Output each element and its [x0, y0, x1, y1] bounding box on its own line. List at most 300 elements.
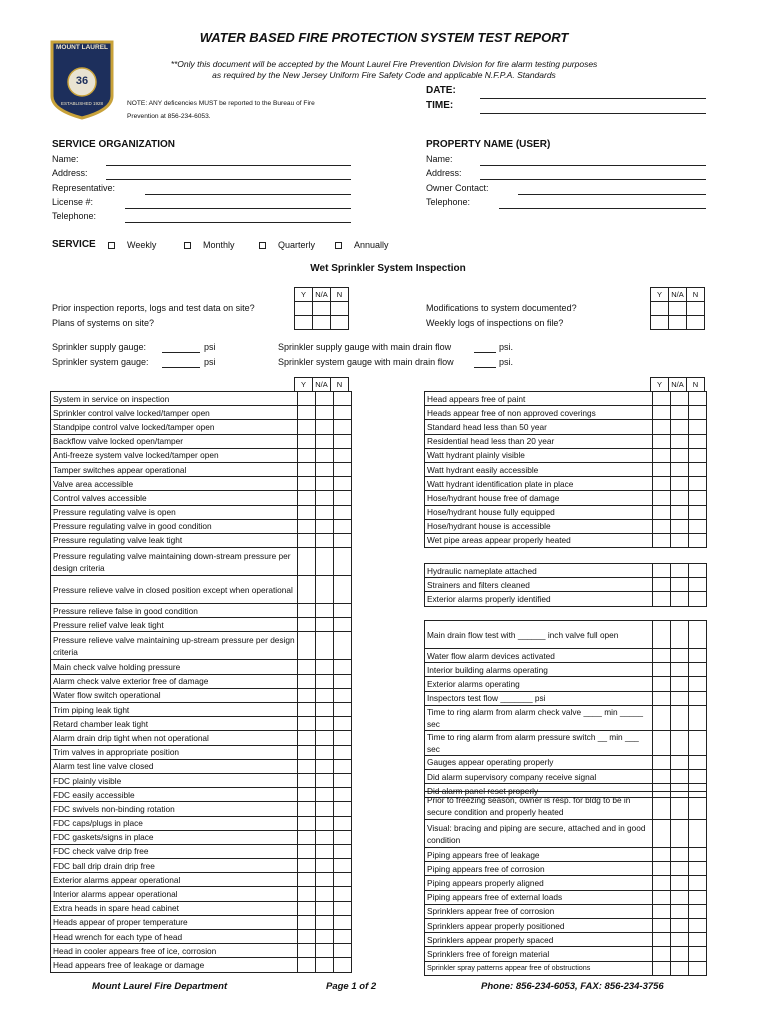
check-y-box[interactable] [298, 731, 316, 745]
check-n-box[interactable] [334, 548, 352, 576]
check-na-box[interactable] [671, 564, 689, 578]
check-n-box[interactable] [689, 918, 707, 932]
check-na-box[interactable] [316, 688, 334, 702]
checklist-row [51, 632, 352, 660]
check-na-box[interactable] [671, 820, 689, 848]
check-y-box[interactable] [653, 564, 671, 578]
check-n-box[interactable] [334, 519, 352, 533]
checklist-item-label: Pressure relieve valve maintaining up-stream pressure per design criteria [51, 632, 298, 660]
check-y-box[interactable] [653, 904, 671, 918]
check-n-box[interactable] [689, 406, 707, 420]
check-y-box[interactable] [298, 873, 316, 887]
check-n-box[interactable] [334, 477, 352, 491]
check-y-box[interactable] [298, 830, 316, 844]
check-na-box[interactable] [316, 887, 334, 901]
check-box[interactable] [687, 302, 705, 316]
col-y-header: Y [295, 378, 313, 392]
check-na-box[interactable] [671, 876, 689, 890]
check-y-box[interactable] [298, 887, 316, 901]
quarterly-checkbox[interactable] [259, 242, 266, 249]
check-na-box[interactable] [316, 930, 334, 944]
checklist-item-label: Standard head less than 50 year [425, 420, 653, 434]
check-na-box[interactable] [316, 802, 334, 816]
check-y-box[interactable] [653, 434, 671, 448]
check-y-box[interactable] [653, 392, 671, 406]
check-na-box[interactable] [316, 660, 334, 674]
check-y-box[interactable] [653, 491, 671, 505]
supply-gauge-field[interactable] [162, 352, 200, 353]
check-n-box[interactable] [334, 901, 352, 915]
check-y-box[interactable] [653, 820, 671, 848]
check-y-box[interactable] [653, 592, 671, 606]
check-n-box[interactable] [334, 816, 352, 830]
check-n-box[interactable] [334, 859, 352, 873]
check-na-box[interactable] [671, 904, 689, 918]
check-na-box[interactable] [671, 592, 689, 606]
check-y-box[interactable] [298, 434, 316, 448]
check-n-box[interactable] [689, 592, 707, 606]
check-na-box[interactable] [671, 769, 689, 783]
checklist-item-label: FDC ball drip drain drip free [51, 859, 298, 873]
svc-address-field[interactable] [106, 179, 351, 180]
system-drain-field[interactable] [474, 367, 496, 368]
checklist-row [51, 548, 352, 576]
check-na-box[interactable] [671, 477, 689, 491]
check-na-box[interactable] [671, 933, 689, 947]
checklist-item-label: Interior building alarms operating [425, 663, 653, 677]
checklist-item-label: Main drain flow test with ______ inch valve full open [425, 621, 653, 649]
check-na-box[interactable] [316, 859, 334, 873]
check-y-box[interactable] [653, 519, 671, 533]
check-y-box[interactable] [653, 862, 671, 876]
monthly-checkbox[interactable] [184, 242, 191, 249]
check-na-box[interactable] [316, 632, 334, 660]
check-n-box[interactable] [689, 947, 707, 961]
check-y-box[interactable] [298, 944, 316, 958]
check-y-box[interactable] [653, 448, 671, 462]
checklist-row [425, 519, 707, 533]
check-na-box[interactable] [316, 759, 334, 773]
check-na-box[interactable] [671, 663, 689, 677]
checklist-row [425, 890, 707, 904]
check-y-box[interactable] [653, 578, 671, 592]
check-na-box[interactable] [671, 730, 689, 755]
check-y-box[interactable] [653, 420, 671, 434]
check-na-box[interactable] [671, 705, 689, 730]
weekly-checkbox[interactable] [108, 242, 115, 249]
check-y-box[interactable] [298, 548, 316, 576]
check-y-box[interactable] [298, 448, 316, 462]
check-na-box[interactable] [316, 533, 334, 547]
check-n-box[interactable] [334, 802, 352, 816]
check-na-box[interactable] [316, 816, 334, 830]
check-na-box[interactable] [316, 491, 334, 505]
check-na-box[interactable] [316, 420, 334, 434]
check-n-box[interactable] [334, 731, 352, 745]
checklist-row [51, 759, 352, 773]
check-y-box[interactable] [298, 576, 316, 604]
svc-license-field[interactable] [125, 208, 351, 209]
check-y-box[interactable] [298, 618, 316, 632]
checklist-row [51, 576, 352, 604]
check-n-box[interactable] [689, 649, 707, 663]
checklist-item-label: Sprinklers free of foreign material [425, 947, 653, 961]
checklist-item-label: Gauges appear operating properly [425, 755, 653, 769]
check-n-box[interactable] [334, 844, 352, 858]
check-na-box[interactable] [316, 958, 334, 972]
check-na-box[interactable] [316, 944, 334, 958]
check-n-box[interactable] [334, 703, 352, 717]
check-n-box[interactable] [689, 820, 707, 848]
check-n-box[interactable] [334, 533, 352, 547]
check-n-box[interactable] [689, 564, 707, 578]
check-na-box[interactable] [316, 830, 334, 844]
check-na-box[interactable] [671, 533, 689, 547]
check-n-box[interactable] [689, 621, 707, 649]
checklist-item-label: Did alarm panel reset properly [425, 784, 653, 798]
check-n-box[interactable] [334, 674, 352, 688]
check-na-box[interactable] [316, 618, 334, 632]
svc-representative-field[interactable] [145, 194, 351, 195]
checklist-row [51, 930, 352, 944]
check-n-box[interactable] [689, 792, 707, 820]
check-na-box[interactable] [671, 649, 689, 663]
supply-drain-label: Sprinkler supply gauge with main drain flow [278, 342, 452, 352]
check-n-box[interactable] [689, 890, 707, 904]
check-na-box[interactable] [671, 755, 689, 769]
check-na-box[interactable] [671, 519, 689, 533]
check-box[interactable] [313, 316, 331, 330]
check-y-box[interactable] [653, 755, 671, 769]
check-na-box[interactable] [671, 578, 689, 592]
prop-owner-contact-field[interactable] [518, 194, 706, 195]
check-n-box[interactable] [689, 533, 707, 547]
check-na-box[interactable] [671, 448, 689, 462]
check-n-box[interactable] [334, 773, 352, 787]
checklist-item-label: Piping appears properly aligned [425, 876, 653, 890]
check-na-box[interactable] [316, 717, 334, 731]
check-n-box[interactable] [689, 448, 707, 462]
check-y-box[interactable] [298, 604, 316, 618]
check-y-box[interactable] [298, 632, 316, 660]
prop-name-field[interactable] [480, 165, 706, 166]
check-na-box[interactable] [316, 548, 334, 576]
check-y-box[interactable] [653, 663, 671, 677]
check-n-box[interactable] [689, 862, 707, 876]
checklist-row [425, 448, 707, 462]
checklist-item-label: FDC gaskets/signs in place [51, 830, 298, 844]
check-na-box[interactable] [671, 491, 689, 505]
check-y-box[interactable] [298, 491, 316, 505]
check-y-box[interactable] [653, 792, 671, 820]
check-y-box[interactable] [298, 392, 316, 406]
check-y-box[interactable] [653, 705, 671, 730]
check-y-box[interactable] [653, 947, 671, 961]
check-n-box[interactable] [689, 420, 707, 434]
annually-checkbox[interactable] [335, 242, 342, 249]
check-n-box[interactable] [689, 505, 707, 519]
check-y-box[interactable] [298, 915, 316, 929]
check-n-box[interactable] [689, 677, 707, 691]
check-y-box[interactable] [653, 876, 671, 890]
check-y-box[interactable] [298, 759, 316, 773]
checklist-item-label: Head appears free of paint [425, 392, 653, 406]
supply-drain-field[interactable] [474, 352, 496, 353]
checklist-item-label: Control valves accessible [51, 491, 298, 505]
right-checklist-group-1 [424, 391, 707, 548]
check-y-box[interactable] [653, 505, 671, 519]
check-y-box[interactable] [298, 717, 316, 731]
checklist-row [425, 947, 707, 961]
check-na-box[interactable] [316, 873, 334, 887]
check-na-box[interactable] [671, 420, 689, 434]
check-y-box[interactable] [298, 519, 316, 533]
check-n-box[interactable] [689, 691, 707, 705]
check-y-box[interactable] [653, 890, 671, 904]
check-na-box[interactable] [671, 691, 689, 705]
check-n-box[interactable] [334, 717, 352, 731]
quarterly-label: Quarterly [278, 240, 316, 250]
check-box[interactable] [295, 316, 313, 330]
check-y-box[interactable] [653, 406, 671, 420]
monthly-label: Monthly [203, 240, 235, 250]
check-y-box[interactable] [298, 930, 316, 944]
check-n-box[interactable] [334, 604, 352, 618]
check-n-box[interactable] [689, 730, 707, 755]
check-y-box[interactable] [653, 621, 671, 649]
checklist-row [51, 392, 352, 406]
date-field[interactable] [480, 98, 706, 99]
check-n-box[interactable] [334, 434, 352, 448]
check-n-box[interactable] [334, 392, 352, 406]
check-na-box[interactable] [316, 901, 334, 915]
check-y-box[interactable] [653, 730, 671, 755]
check-n-box[interactable] [334, 505, 352, 519]
check-y-box[interactable] [298, 703, 316, 717]
check-y-box[interactable] [298, 688, 316, 702]
check-box[interactable] [313, 302, 331, 316]
check-na-box[interactable] [671, 961, 689, 975]
check-na-box[interactable] [316, 505, 334, 519]
svc-name-label: Name: [52, 154, 79, 164]
check-na-box[interactable] [316, 844, 334, 858]
check-y-box[interactable] [653, 691, 671, 705]
check-n-box[interactable] [689, 961, 707, 975]
checklist-item-label: Pressure regulating valve in good condition [51, 519, 298, 533]
check-y-box[interactable] [298, 958, 316, 972]
check-box[interactable] [687, 316, 705, 330]
svc-telephone-field[interactable] [125, 222, 351, 223]
check-y-box[interactable] [298, 859, 316, 873]
check-y-box[interactable] [298, 816, 316, 830]
check-n-box[interactable] [334, 491, 352, 505]
system-gauge-label: Sprinkler system gauge: [52, 357, 149, 367]
check-n-box[interactable] [689, 462, 707, 476]
check-na-box[interactable] [316, 604, 334, 618]
check-n-box[interactable] [334, 688, 352, 702]
check-na-box[interactable] [671, 505, 689, 519]
check-na-box[interactable] [316, 462, 334, 476]
check-na-box[interactable] [671, 406, 689, 420]
check-box[interactable] [295, 302, 313, 316]
prop-address-label: Address: [426, 168, 462, 178]
checklist-row [51, 731, 352, 745]
check-y-box[interactable] [298, 660, 316, 674]
check-na-box[interactable] [316, 674, 334, 688]
check-box[interactable] [669, 302, 687, 316]
check-na-box[interactable] [316, 448, 334, 462]
check-n-box[interactable] [334, 930, 352, 944]
check-na-box[interactable] [316, 731, 334, 745]
check-na-box[interactable] [671, 392, 689, 406]
check-n-box[interactable] [689, 491, 707, 505]
check-n-box[interactable] [334, 887, 352, 901]
check-n-box[interactable] [689, 769, 707, 783]
note-line-1: NOTE: ANY deficencies MUST be reported to the Bureau of Fire [127, 100, 315, 107]
check-n-box[interactable] [689, 876, 707, 890]
check-n-box[interactable] [689, 848, 707, 862]
check-n-box[interactable] [689, 519, 707, 533]
check-n-box[interactable] [334, 576, 352, 604]
check-y-box[interactable] [298, 477, 316, 491]
check-box[interactable] [669, 316, 687, 330]
check-na-box[interactable] [316, 703, 334, 717]
prop-address-field[interactable] [480, 179, 706, 180]
check-n-box[interactable] [334, 915, 352, 929]
check-y-box[interactable] [298, 788, 316, 802]
check-na-box[interactable] [316, 915, 334, 929]
check-n-box[interactable] [334, 462, 352, 476]
check-n-box[interactable] [334, 830, 352, 844]
check-na-box[interactable] [316, 519, 334, 533]
check-na-box[interactable] [316, 576, 334, 604]
checklist-item-label: Hose/hydrant house is accessible [425, 519, 653, 533]
report-title: WATER BASED FIRE PROTECTION SYSTEM TEST REPORT [199, 30, 569, 45]
check-y-box[interactable] [298, 901, 316, 915]
check-n-box[interactable] [334, 448, 352, 462]
prop-owner-contact-label: Owner Contact: [426, 183, 489, 193]
check-n-box[interactable] [334, 632, 352, 660]
check-na-box[interactable] [671, 621, 689, 649]
check-na-box[interactable] [316, 745, 334, 759]
checklist-item-label: Time to ring alarm from alarm pressure switch __ min ___ sec [425, 730, 653, 755]
check-n-box[interactable] [689, 705, 707, 730]
check-y-box[interactable] [653, 462, 671, 476]
supply-drain-psi: psi. [499, 342, 514, 352]
check-y-box[interactable] [298, 802, 316, 816]
check-y-box[interactable] [653, 918, 671, 932]
right-checklist-group-4 [424, 791, 707, 976]
check-y-box[interactable] [653, 848, 671, 862]
check-na-box[interactable] [316, 434, 334, 448]
question-plans-on-site: Plans of systems on site? [52, 318, 155, 328]
check-y-box[interactable] [298, 533, 316, 547]
check-n-box[interactable] [334, 944, 352, 958]
check-y-box[interactable] [653, 533, 671, 547]
check-na-box[interactable] [316, 392, 334, 406]
checklist-item-label: Sprinkler control valve locked/tamper open [51, 406, 298, 420]
check-y-box[interactable] [653, 961, 671, 975]
check-na-box[interactable] [671, 918, 689, 932]
check-y-box[interactable] [653, 933, 671, 947]
check-n-box[interactable] [334, 759, 352, 773]
check-y-box[interactable] [298, 773, 316, 787]
prop-telephone-field[interactable] [499, 208, 706, 209]
check-na-box[interactable] [316, 406, 334, 420]
svc-name-field[interactable] [106, 165, 351, 166]
check-n-box[interactable] [689, 392, 707, 406]
check-box[interactable] [331, 302, 349, 316]
check-n-box[interactable] [689, 434, 707, 448]
check-n-box[interactable] [334, 788, 352, 802]
subtitle-line-1: **Only this document will be accepted by the Mount Laurel Fire Prevention Division for fire alarm testing purposes [170, 59, 598, 69]
check-n-box[interactable] [689, 755, 707, 769]
check-y-box[interactable] [298, 505, 316, 519]
check-y-box[interactable] [298, 420, 316, 434]
check-y-box[interactable] [298, 462, 316, 476]
check-y-box[interactable] [298, 674, 316, 688]
check-na-box[interactable] [671, 434, 689, 448]
check-box[interactable] [331, 316, 349, 330]
check-n-box[interactable] [334, 406, 352, 420]
check-na-box[interactable] [671, 862, 689, 876]
check-na-box[interactable] [316, 773, 334, 787]
checklist-item-label: Piping appears free of external loads [425, 890, 653, 904]
check-y-box[interactable] [653, 677, 671, 691]
check-n-box[interactable] [334, 660, 352, 674]
checklist-item-label: Exterior alarms operating [425, 677, 653, 691]
time-field[interactable] [480, 113, 706, 114]
checklist-row [51, 491, 352, 505]
check-n-box[interactable] [689, 578, 707, 592]
check-n-box[interactable] [689, 477, 707, 491]
check-na-box[interactable] [671, 848, 689, 862]
check-na-box[interactable] [671, 792, 689, 820]
check-na-box[interactable] [316, 477, 334, 491]
check-y-box[interactable] [653, 477, 671, 491]
checklist-item-label: Trim valves in appropriate position [51, 745, 298, 759]
col-y-header: Y [651, 378, 669, 392]
check-n-box[interactable] [334, 958, 352, 972]
check-y-box[interactable] [298, 844, 316, 858]
svc-license-label: License #: [52, 197, 94, 207]
checklist-item-label: Sprinkler spray patterns appear free of obstructions [425, 961, 653, 975]
check-n-box[interactable] [689, 663, 707, 677]
prop-name-label: Name: [426, 154, 453, 164]
checklist-row [425, 769, 707, 783]
check-box[interactable] [651, 302, 669, 316]
check-y-box[interactable] [298, 406, 316, 420]
check-n-box[interactable] [334, 420, 352, 434]
check-na-box[interactable] [316, 788, 334, 802]
check-y-box[interactable] [298, 745, 316, 759]
check-y-box[interactable] [653, 769, 671, 783]
check-na-box[interactable] [671, 947, 689, 961]
check-n-box[interactable] [689, 933, 707, 947]
check-na-box[interactable] [671, 677, 689, 691]
checklist-row [425, 876, 707, 890]
check-n-box[interactable] [334, 873, 352, 887]
check-n-box[interactable] [334, 618, 352, 632]
check-n-box[interactable] [334, 745, 352, 759]
check-na-box[interactable] [671, 890, 689, 904]
check-na-box[interactable] [671, 462, 689, 476]
system-gauge-field[interactable] [162, 367, 200, 368]
supply-gauge-label: Sprinkler supply gauge: [52, 342, 147, 352]
check-box[interactable] [651, 316, 669, 330]
check-n-box[interactable] [689, 904, 707, 918]
check-y-box[interactable] [653, 649, 671, 663]
